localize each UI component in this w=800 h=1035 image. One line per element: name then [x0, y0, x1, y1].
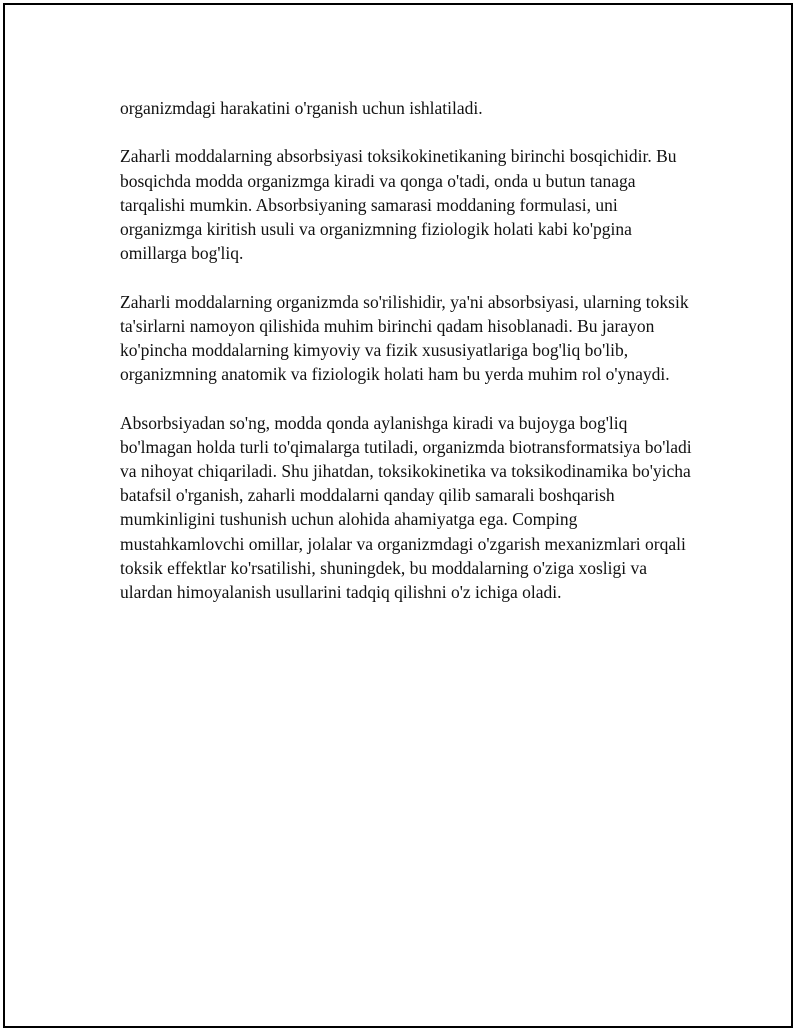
document-body	[120, 96, 700, 628]
paragraph-4: Absorbsiyadan so'ng, modda qonda aylanishga kiradi va bujoyga bog'liq bo'lmagan holda turli to'qimalarga tutiladi, organizmda biotransformatsiya bo'ladi va nihoyat chiqariladi. Shu jihatdan, toksikokinetika va toksikodinamika bo'yicha batafsil o'rganish, zaharli moddalarni qanday qilib samarali boshqarish mumkinligini tushunish uchun alohida ahamiyatga ega. Comping mustahkamlovchi omillar, jolalar va organizmdagi o'zgarish mexanizmlari orqali toksik effektlar ko'rsatilishi, shuningdek, bu moddalarning o'ziga xosligi va ulardan himoyalanish usullarini tadqiq qilishni o'z ichiga oladi.	[120, 412, 692, 603]
document-page	[3, 3, 793, 1028]
paragraph-2: Zaharli moddalarning absorbsiyasi toksikokinetikaning birinchi bosqichidir. Bu bosqichda modda organizmga kiradi va qonga o'tadi, onda u butun tanaga tarqalishi mumkin. Absorbsiyaning samarasi moddaning formulasi, uni organizmga kiritish usuli va organizmning fiziologik holati kabi ko'pgina omillarga bog'liq.	[120, 146, 677, 264]
paragraph-1: organizmdagi harakatini o'rganish uchun ishlatiladi.	[120, 98, 483, 118]
paragraph-3: Zaharli moddalarning organizmda so'rilishidir, ya'ni absorbsiyasi, ularning toksik ta'sirlarni namoyon qilishida muhim birinchi qadam hisoblanadi. Bu jarayon ko'pincha moddalarning kimyoviy va fizik xususiyatlariga bog'liq bo'lib, organizmning anatomik va fiziologik holati ham bu yerda muhim rol o'ynaydi.	[120, 291, 689, 385]
